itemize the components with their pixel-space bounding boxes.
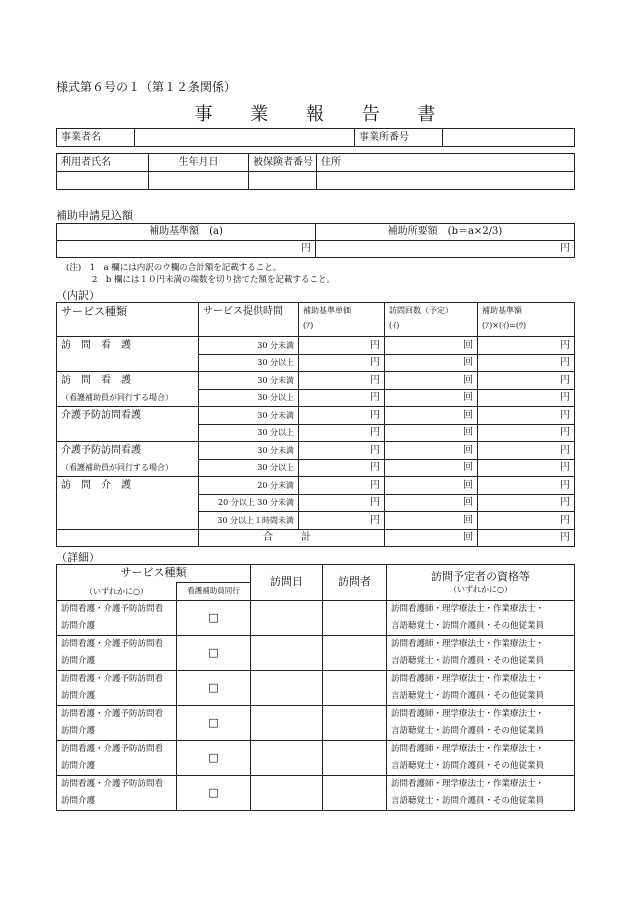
bd-unit-price[interactable]: 円 bbox=[299, 389, 385, 407]
subsidy-section-label: 補助申請見込額 bbox=[56, 209, 133, 222]
bd-amount[interactable]: 円 bbox=[478, 372, 575, 390]
dt-qual-cell[interactable] bbox=[387, 741, 575, 776]
dt-service-cell[interactable] bbox=[57, 671, 177, 706]
dt-qual-line2: 言語聴覚士・訪問介護員・その他従業員 bbox=[391, 656, 545, 666]
bd-service-sub: （看護補助員が同行する場合） bbox=[61, 392, 173, 402]
bd-service-name: 訪 問 看 護 bbox=[61, 374, 131, 386]
bd-time: 30 分以上 bbox=[199, 459, 299, 477]
breakdown-table bbox=[56, 302, 575, 547]
form-number: 様式第６号の１（第１２条関係） bbox=[56, 80, 237, 94]
dt-service-cell[interactable] bbox=[57, 776, 177, 811]
bd-service-cell bbox=[57, 442, 199, 460]
dt-service-line1: 訪問看護・介護予防訪問看 bbox=[61, 779, 164, 789]
dt-visit-date[interactable] bbox=[251, 671, 323, 706]
bd-row bbox=[57, 459, 575, 477]
birthdate-field[interactable] bbox=[149, 172, 249, 190]
dt-visitor[interactable] bbox=[323, 706, 387, 741]
detail-table bbox=[56, 564, 575, 811]
dt-visitor[interactable] bbox=[323, 776, 387, 811]
bd-total-visits[interactable]: 回 bbox=[385, 529, 478, 546]
insured-number-field[interactable] bbox=[249, 172, 317, 190]
dt-qual-line2: 言語聴覚士・訪問介護員・その他従業員 bbox=[391, 726, 545, 736]
bd-col-visits-sub: (ｲ) bbox=[389, 321, 400, 331]
dt-visitor[interactable] bbox=[323, 671, 387, 706]
dt-visitor[interactable] bbox=[323, 741, 387, 776]
office-number-label: 事業所番号 bbox=[355, 129, 443, 147]
operator-name-field[interactable] bbox=[135, 129, 355, 147]
dt-service-cell[interactable] bbox=[57, 636, 177, 671]
dt-qual-line1: 訪問看護師・理学療法士・作業療法士・ bbox=[391, 674, 545, 684]
bd-time: 30 分以上１時間未満 bbox=[199, 512, 299, 530]
dt-assistant-checkbox[interactable]: □ bbox=[177, 741, 251, 776]
insured-number-label: 被保険者番号 bbox=[249, 154, 317, 172]
bd-visit-count[interactable]: 回 bbox=[385, 354, 478, 372]
dt-service-line2: 訪問介護 bbox=[61, 691, 96, 701]
bd-total-amount[interactable]: 円 bbox=[478, 529, 575, 546]
bd-unit-price[interactable]: 円 bbox=[299, 442, 385, 460]
user-table bbox=[56, 153, 575, 190]
bd-col-time: サービス提供時間 bbox=[199, 303, 299, 337]
bd-visit-count[interactable]: 回 bbox=[385, 494, 478, 512]
subsidy-base-label: 補助基準額 (a) bbox=[57, 224, 316, 241]
operator-table bbox=[56, 128, 575, 147]
dt-qual-line1: 訪問看護師・理学療法士・作業療法士・ bbox=[391, 639, 545, 649]
bd-service-name: 訪 問 看 護 bbox=[61, 339, 131, 351]
bd-visit-count[interactable]: 回 bbox=[385, 512, 478, 530]
dt-col-qual-sub: （いずれかに○） bbox=[449, 585, 512, 595]
dt-qual-cell[interactable] bbox=[387, 706, 575, 741]
bd-visit-count[interactable]: 回 bbox=[385, 442, 478, 460]
dt-service-cell[interactable] bbox=[57, 741, 177, 776]
bd-visit-count[interactable]: 回 bbox=[385, 337, 478, 355]
bd-row bbox=[57, 494, 575, 512]
bd-unit-price[interactable]: 円 bbox=[299, 424, 385, 442]
bd-service-cell bbox=[57, 494, 199, 512]
bd-row bbox=[57, 424, 575, 442]
dt-service-cell[interactable] bbox=[57, 706, 177, 741]
bd-amount[interactable]: 円 bbox=[478, 407, 575, 425]
bd-time: 30 分以上 bbox=[199, 354, 299, 372]
dt-qual-line1: 訪問看護師・理学療法士・作業療法士・ bbox=[391, 779, 545, 789]
bd-row bbox=[57, 407, 575, 425]
bd-amount[interactable]: 円 bbox=[478, 337, 575, 355]
dt-qual-line2: 言語聴覚士・訪問介護員・その他従業員 bbox=[391, 796, 545, 806]
dt-qual-cell[interactable] bbox=[387, 636, 575, 671]
dt-service-line2: 訪問介護 bbox=[61, 656, 96, 666]
bd-row bbox=[57, 442, 575, 460]
bd-row bbox=[57, 354, 575, 372]
dt-col-qual-label: 訪問予定者の資格等 bbox=[431, 569, 530, 583]
bd-row bbox=[57, 372, 575, 390]
dt-visit-date[interactable] bbox=[251, 636, 323, 671]
bd-unit-price[interactable]: 円 bbox=[299, 354, 385, 372]
dt-col-service-sub: （いずれかに○） bbox=[57, 583, 177, 601]
bd-service-cell bbox=[57, 407, 199, 425]
bd-time: 30 分以上 bbox=[199, 389, 299, 407]
dt-row bbox=[57, 741, 575, 776]
dt-service-line2: 訪問介護 bbox=[61, 796, 96, 806]
dt-col-assistant: 看護補助員同行 bbox=[177, 583, 251, 601]
dt-visitor[interactable] bbox=[323, 601, 387, 636]
bd-unit-price[interactable]: 円 bbox=[299, 494, 385, 512]
bd-col-amount bbox=[478, 303, 575, 337]
subsidy-required-amount[interactable]: 円 bbox=[316, 241, 575, 258]
note-1: (注) 1 a 欄には内訳のウ欄の合計額を記載すること。 bbox=[66, 263, 282, 273]
dt-service-line2: 訪問介護 bbox=[61, 726, 96, 736]
bd-unit-price[interactable]: 円 bbox=[299, 459, 385, 477]
dt-qual-cell[interactable] bbox=[387, 601, 575, 636]
bd-service-cell bbox=[57, 459, 199, 477]
dt-assistant-checkbox[interactable]: □ bbox=[177, 776, 251, 811]
bd-unit-price[interactable]: 円 bbox=[299, 337, 385, 355]
dt-service-line2: 訪問介護 bbox=[61, 621, 96, 631]
breakdown-section-label: （内訳） bbox=[56, 289, 100, 302]
subsidy-base-amount[interactable]: 円 bbox=[57, 241, 316, 258]
page-title: 事 業 報 告 書 bbox=[194, 104, 452, 125]
dt-assistant-checkbox[interactable]: □ bbox=[177, 601, 251, 636]
dt-service-line1: 訪問看護・介護予防訪問看 bbox=[61, 709, 164, 719]
birthdate-label: 生年月日 bbox=[149, 154, 249, 172]
bd-unit-price[interactable]: 円 bbox=[299, 407, 385, 425]
dt-qual-line2: 言語聴覚士・訪問介護員・その他従業員 bbox=[391, 691, 545, 701]
dt-qual-line1: 訪問看護師・理学療法士・作業療法士・ bbox=[391, 709, 545, 719]
bd-row bbox=[57, 512, 575, 530]
dt-col-visitor: 訪問者 bbox=[323, 565, 387, 601]
bd-col-amount-sub: (ｱ)×(ｲ)=(ｳ) bbox=[482, 321, 527, 331]
dt-visitor[interactable] bbox=[323, 636, 387, 671]
user-name-label: 利用者氏名 bbox=[57, 154, 149, 172]
bd-col-amount-label: 補助基準額 bbox=[482, 306, 522, 315]
bd-visit-count[interactable]: 回 bbox=[385, 407, 478, 425]
dt-col-qual bbox=[387, 565, 575, 601]
dt-assistant-checkbox[interactable]: □ bbox=[177, 636, 251, 671]
bd-service-name: 訪 問 介 護 bbox=[61, 479, 131, 491]
bd-service-cell bbox=[57, 389, 199, 407]
bd-col-visits bbox=[385, 303, 478, 337]
dt-visit-date[interactable] bbox=[251, 741, 323, 776]
bd-visit-count[interactable]: 回 bbox=[385, 477, 478, 495]
bd-total-blank bbox=[57, 529, 199, 546]
bd-time: 20 分未満 bbox=[199, 477, 299, 495]
user-name-field[interactable] bbox=[57, 172, 149, 190]
bd-service-cell bbox=[57, 512, 199, 530]
bd-unit-price[interactable]: 円 bbox=[299, 477, 385, 495]
bd-service-cell bbox=[57, 477, 199, 495]
bd-col-service: サービス種類 bbox=[57, 303, 199, 337]
bd-visit-count[interactable]: 回 bbox=[385, 459, 478, 477]
bd-row bbox=[57, 477, 575, 495]
bd-col-unit-label: 補助基準単価 bbox=[303, 306, 351, 315]
bd-time: 30 分未満 bbox=[199, 407, 299, 425]
bd-unit-price[interactable]: 円 bbox=[299, 512, 385, 530]
dt-qual-line2: 言語聴覚士・訪問介護員・その他従業員 bbox=[391, 621, 545, 631]
dt-visit-date[interactable] bbox=[251, 706, 323, 741]
bd-amount[interactable]: 円 bbox=[478, 442, 575, 460]
bd-col-visits-label: 訪問回数（予定） bbox=[389, 306, 453, 315]
bd-amount[interactable]: 円 bbox=[478, 494, 575, 512]
dt-col-service: サービス種類 bbox=[57, 565, 251, 583]
bd-row bbox=[57, 389, 575, 407]
office-number-field[interactable] bbox=[443, 129, 575, 147]
bd-unit-price[interactable]: 円 bbox=[299, 372, 385, 390]
bd-row bbox=[57, 337, 575, 355]
dt-row bbox=[57, 636, 575, 671]
bd-service-name: 介護予防訪問看護 bbox=[61, 409, 141, 421]
bd-col-unit-sub: (ｱ) bbox=[303, 321, 314, 331]
subsidy-required-label: 補助所要額 (b＝a×2/3) bbox=[316, 224, 575, 241]
subsidy-table bbox=[56, 223, 575, 258]
bd-service-cell bbox=[57, 424, 199, 442]
dt-row bbox=[57, 776, 575, 811]
dt-service-line1: 訪問看護・介護予防訪問看 bbox=[61, 744, 164, 754]
address-label: 住所 bbox=[317, 154, 575, 172]
dt-service-line2: 訪問介護 bbox=[61, 761, 96, 771]
detail-rows bbox=[57, 601, 575, 811]
bd-time: 30 分未満 bbox=[199, 442, 299, 460]
address-field[interactable] bbox=[317, 172, 575, 190]
dt-qual-line1: 訪問看護師・理学療法士・作業療法士・ bbox=[391, 604, 545, 614]
dt-qual-cell[interactable] bbox=[387, 671, 575, 706]
bd-visit-count[interactable]: 回 bbox=[385, 389, 478, 407]
dt-service-line1: 訪問看護・介護予防訪問看 bbox=[61, 639, 164, 649]
breakdown-rows bbox=[57, 337, 575, 530]
bd-service-cell bbox=[57, 337, 199, 355]
bd-total-row bbox=[57, 529, 575, 546]
bd-amount[interactable]: 円 bbox=[478, 512, 575, 530]
dt-qual-cell[interactable] bbox=[387, 776, 575, 811]
dt-qual-line2: 言語聴覚士・訪問介護員・その他従業員 bbox=[391, 761, 545, 771]
bd-col-unit bbox=[299, 303, 385, 337]
bd-amount[interactable]: 円 bbox=[478, 389, 575, 407]
operator-name-label: 事業者名 bbox=[57, 129, 135, 147]
dt-row bbox=[57, 671, 575, 706]
bd-service-cell bbox=[57, 372, 199, 390]
note-2: 2 b 欄には１０円未満の端数を切り捨てた額を記載すること。 bbox=[92, 275, 336, 285]
dt-qual-line1: 訪問看護師・理学療法士・作業療法士・ bbox=[391, 744, 545, 754]
bd-time: 30 分未満 bbox=[199, 337, 299, 355]
bd-amount[interactable]: 円 bbox=[478, 477, 575, 495]
bd-time: 30 分未満 bbox=[199, 372, 299, 390]
dt-col-date: 訪問日 bbox=[251, 565, 323, 601]
bd-service-sub: （看護補助員が同行する場合） bbox=[61, 462, 173, 472]
bd-amount[interactable]: 円 bbox=[478, 459, 575, 477]
detail-section-label: （詳細） bbox=[56, 551, 100, 564]
dt-visit-date[interactable] bbox=[251, 601, 323, 636]
bd-service-name: 介護予防訪問看護 bbox=[61, 444, 141, 456]
bd-amount[interactable]: 円 bbox=[478, 424, 575, 442]
bd-amount[interactable]: 円 bbox=[478, 354, 575, 372]
bd-time: 20 分以上 30 分未満 bbox=[199, 494, 299, 512]
bd-time: 30 分以上 bbox=[199, 424, 299, 442]
dt-assistant-checkbox[interactable]: □ bbox=[177, 671, 251, 706]
dt-service-line1: 訪問看護・介護予防訪問看 bbox=[61, 674, 164, 684]
dt-row bbox=[57, 601, 575, 636]
bd-service-cell bbox=[57, 354, 199, 372]
bd-visit-count[interactable]: 回 bbox=[385, 424, 478, 442]
dt-visit-date[interactable] bbox=[251, 776, 323, 811]
dt-row bbox=[57, 706, 575, 741]
bd-visit-count[interactable]: 回 bbox=[385, 372, 478, 390]
bd-total-label: 合 計 bbox=[199, 529, 385, 546]
dt-service-cell[interactable] bbox=[57, 601, 177, 636]
dt-service-line1: 訪問看護・介護予防訪問看 bbox=[61, 604, 164, 614]
dt-assistant-checkbox[interactable]: □ bbox=[177, 706, 251, 741]
